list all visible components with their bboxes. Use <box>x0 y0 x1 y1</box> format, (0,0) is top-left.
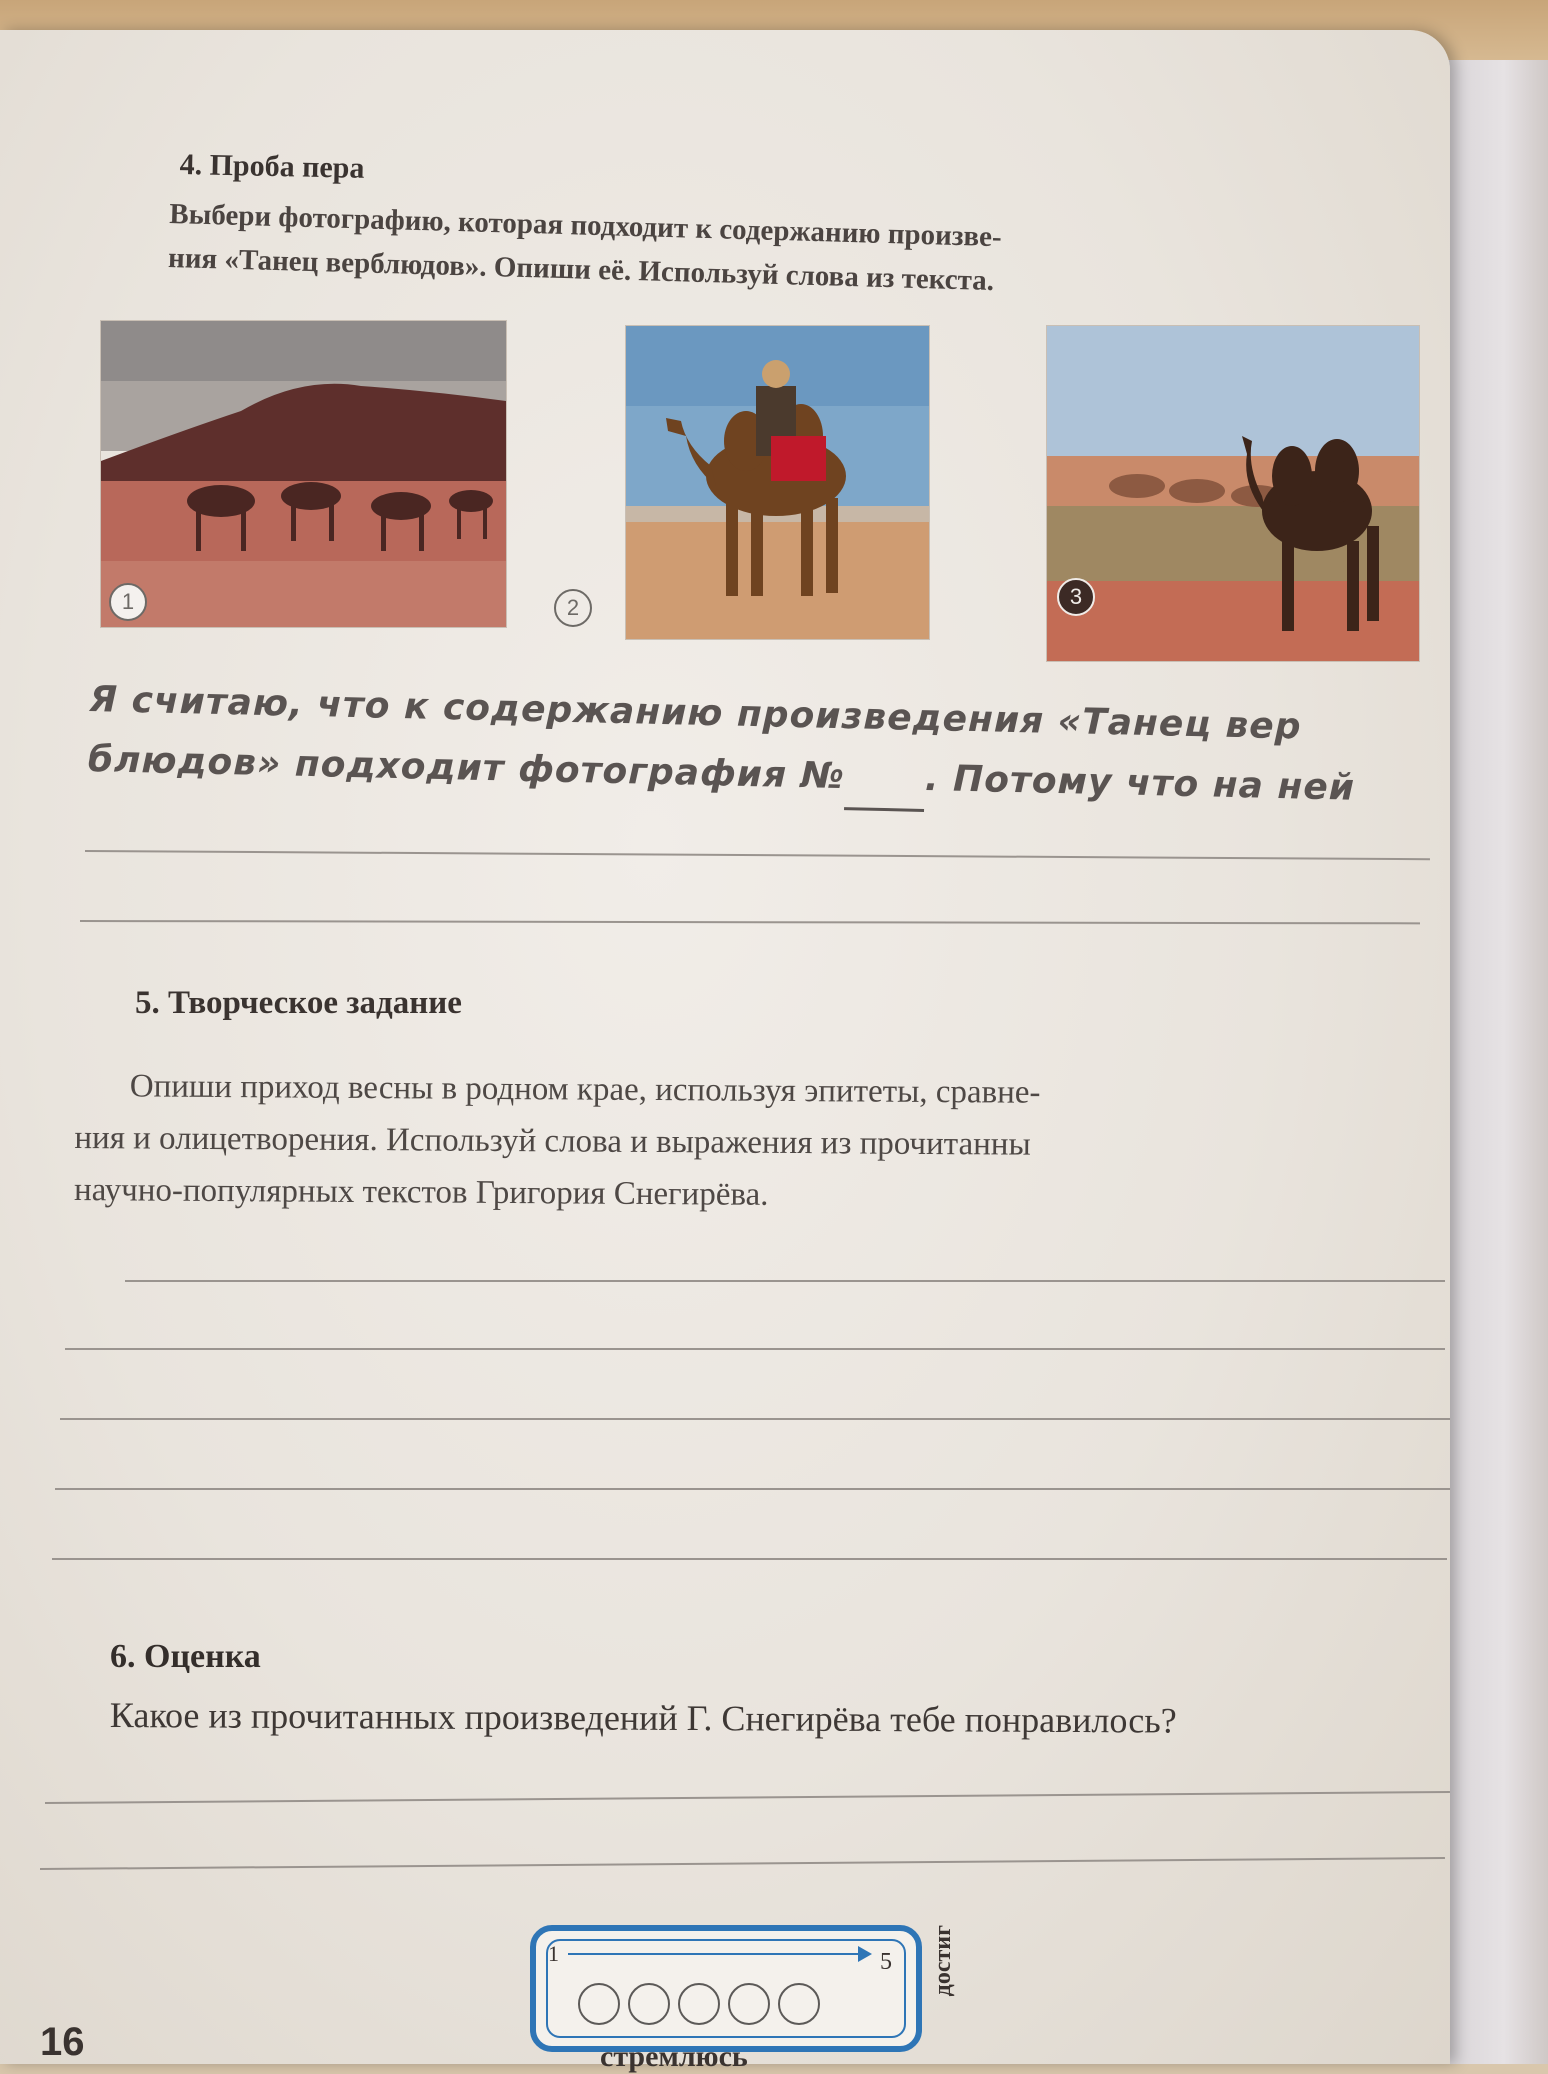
page-content <box>0 30 1450 2073</box>
rating-circle-2[interactable] <box>628 1983 670 2025</box>
rating-circle-3[interactable] <box>678 1983 720 2025</box>
writing-line[interactable] <box>45 1791 1450 1804</box>
task4-answer-template <box>87 670 1429 823</box>
answer-line2-end: . Потому что на ней <box>924 757 1356 809</box>
writing-line[interactable] <box>85 850 1430 860</box>
task4-title: 4. Проба пера <box>179 148 365 185</box>
task4-instruction-line2: ния «Танец верблюдов». Опиши её. Используй слова из текста. <box>167 241 995 298</box>
next-page-edge <box>1438 60 1548 2064</box>
self-assessment-scale <box>530 1925 922 2052</box>
camel-rider-photo <box>626 326 929 639</box>
photo-2[interactable] <box>566 325 930 640</box>
camels-steppe-photo <box>1047 326 1419 661</box>
workbook-page <box>0 30 1450 2073</box>
writing-line[interactable] <box>40 1857 1445 1870</box>
photo-3-number: 3 <box>1057 578 1095 616</box>
writing-line[interactable] <box>55 1488 1450 1490</box>
rating-circle-1[interactable] <box>578 1983 620 2025</box>
scale-max-label: 5 <box>880 1949 892 1975</box>
task6-question: Какое из прочитанных произведений Г. Снегирёва тебе понравилось? <box>109 1694 1177 1741</box>
writing-line[interactable] <box>80 920 1420 924</box>
answer-line1: Я считаю, что к содержанию произведения «Танец вер <box>88 678 1302 748</box>
writing-line[interactable] <box>60 1418 1450 1420</box>
writing-line[interactable] <box>65 1348 1445 1350</box>
task4-instruction-line1: Выбери фотографию, которая подходит к содержанию произве- <box>168 197 1003 254</box>
photo-3[interactable] <box>1046 325 1420 662</box>
task5-instruction <box>74 1060 1455 1226</box>
scale-arrow-icon <box>568 1953 868 1955</box>
task5-line2: ния и олицетворения. Используй слова и выражения из прочитанны <box>74 1119 1031 1163</box>
rating-circle-5[interactable] <box>778 1983 820 2025</box>
answer-line2-start: блюдов» подходит фотография № <box>87 738 846 798</box>
task4-instruction <box>168 192 1430 315</box>
camels-desert-photo <box>101 321 506 627</box>
task5-title: 5. Творческое задание <box>135 985 462 1021</box>
scale-side-label: достиг <box>930 1925 956 1997</box>
task6-title: 6. Оценка <box>110 1638 261 1675</box>
task5-line1: Опиши приход весны в родном крае, используя эпитеты, сравне- <box>129 1068 1041 1111</box>
photo-number-blank[interactable] <box>844 747 925 812</box>
page-number: 16 <box>40 2020 85 2064</box>
photo-1-number: 1 <box>109 583 147 621</box>
scale-min-label: 1 <box>548 1941 559 1966</box>
photo-2-number: 2 <box>554 589 592 627</box>
task5-line3: научно-популярных текстов Григория Снегирёва. <box>73 1171 769 1213</box>
scale-bottom-label: стремлюсь <box>600 2040 748 2073</box>
writing-line[interactable] <box>52 1558 1447 1560</box>
rating-circle-4[interactable] <box>728 1983 770 2025</box>
writing-line[interactable] <box>125 1280 1445 1282</box>
photo-1[interactable] <box>100 320 507 628</box>
